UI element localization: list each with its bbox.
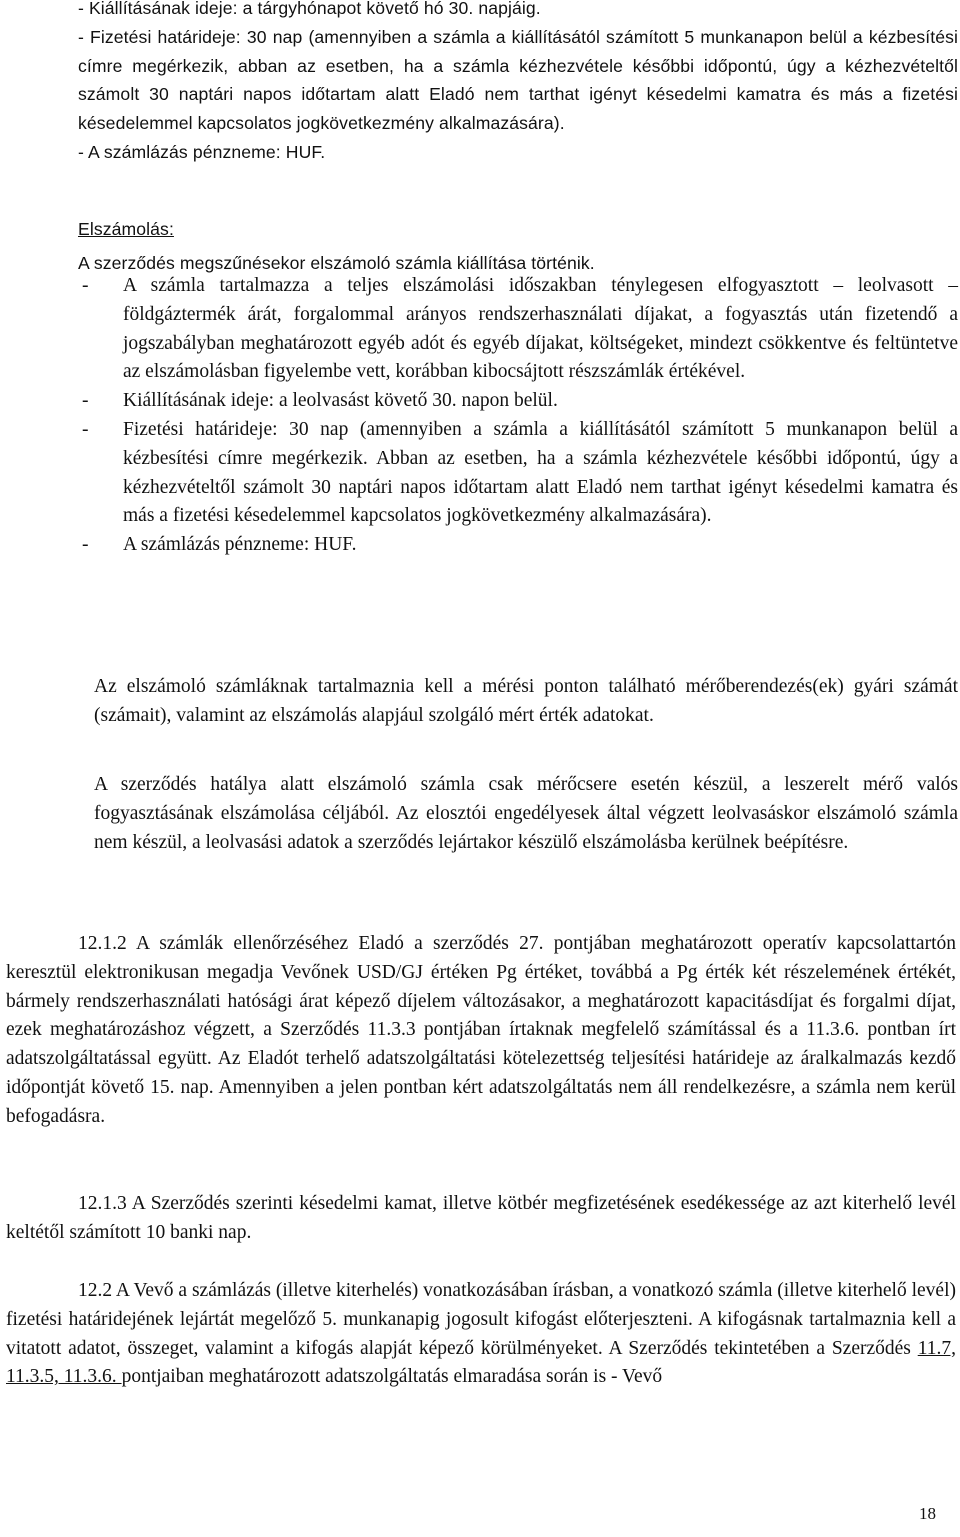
list-item: [78, 272, 958, 387]
payment-deadline-paragraph: - Fizetési határideje: 30 nap (amennyiben a számla a kiállításától számított 5 munkanapon belül a kézbesítési címre megérkezik, abban az esetben, ha a számla kézhezvétele későbbi időpontú, úgy a kézhezvételtől számolt 30 naptári napos időtartam alatt Eladó nem tarthat igényt késedelmi kamatra és más a fizetési késedelemmel kapcsolatos jogkövetkezmény alkalmazására).: [78, 26, 958, 134]
dash-bullet: -: [82, 418, 89, 440]
list-item-text: Fizetési határideje: 30 nap (amennyiben a számla a kiállításától számított 5 munkanapon belül a kézbesítési címre megérkezik. Abban az esetben, ha a számla kézhezvétele későbbi időpontú, úgy a kézhezvételtől számolt 30 naptári napos időtartam alatt Eladó nem tarthat igényt késedelmi kamatra és más a fizetési késedelemmel kapcsolatos jogkövetkezmény alkalmazására).: [123, 418, 958, 527]
settlement-intro: A szerződés megszűnésekor elszámoló számla kiállítása történik.: [78, 253, 595, 273]
validity-paragraph-block: [94, 771, 958, 857]
list-item: [78, 531, 958, 560]
list-item-text: Kiállításának ideje: a leolvasást követő 30. napon belül.: [123, 390, 558, 412]
dash-bullet: -: [82, 275, 89, 296]
settlement-heading: Elszámolás:: [78, 219, 174, 239]
list-item-text: A számlázás pénzneme: HUF.: [123, 534, 357, 556]
currency-line: - A számlázás pénzneme: HUF.: [78, 141, 326, 162]
dash-bullet: -: [82, 534, 89, 556]
section-12-1-2-text: 12.1.2 A számlák ellenőrzéséhez Eladó a szerződés 27. pontjában meghatározott operatív kapcsolattartón keresztül elektronikusan megadja Vevőnek USD/GJ értéken Pg értéket, továbbá a Pg érték két részelemének értékét, bármely rendszerhasználati hatósági árat képező díjelem változásakor, a meghatározott kapacitásdíjat és forgalmi díjat, ezek meghatározáshoz végzett, a Szerződés 11.3.3 pontjában írtaknak megfelelő számítással és a 11.3.6. pontban írt adatszolgáltatással együtt. Az Eladót terhelő adatszolgáltatási kötelezettség teljesítési határideje az áralkalmazás kezdő időpontját követő 15. nap. Amennyiben a jelen pontban kért adatszolgáltatás nem áll rendelkezésre, a számla nem kerül befogadásra.: [6, 933, 956, 1127]
validity-paragraph: A szerződés hatálya alatt elszámoló számla csak mérőcsere esetén készül, a leszerelt mérő valós fogyasztásának elszámolása céljából. Az elosztói engedélyesek által végzett leolvasáskor elszámoló számla nem készül, a leolvasási adatok a szerződés lejártakor készülő elszámolásba kerülnek beépítésre.: [94, 774, 958, 853]
section-12-1-3: [6, 1190, 956, 1248]
section-12-2-text: [6, 1277, 956, 1392]
list-item: [78, 387, 958, 416]
meter-paragraph: Az elszámoló számláknak tartalmaznia kell a mérési ponton található mérőberendezés(ek) gyári számát (számait), valamint az elszámolás alapjául szolgáló mért érték adatokat.: [94, 676, 958, 726]
meter-paragraph-block: [94, 673, 958, 731]
settlement-heading-block: [78, 215, 958, 244]
section-references: 11.7, 11.3.5, 11.3.6.: [6, 1337, 956, 1388]
section-12-2-tail: pontjaiban meghatározott adatszolgáltatás elmaradása során is - Vevő: [121, 1366, 663, 1388]
dash-bullet: -: [82, 390, 89, 412]
section-12-2-main: 12.2 A Vevő a számlázás (illetve kiterhelés) vonatkozásában írásban, a vonatkozó számla (illetve kiterhelő levél) fizetési határidejének lejártát megelőző 5. munkanapig jogosult kifogást előterjeszteni. A kifogásnak tartalmaznia kell a vitatott adatot, összeget, valamint a kifogás alapját képező körülményeket. A Szerződés tekintetében a Szerződés: [6, 1280, 956, 1359]
section-12-1-2: [6, 930, 956, 1132]
issue-date-line: - Kiállításának ideje: a tárgyhónapot követő hó 30. napjáig.: [78, 0, 541, 18]
list-item: [78, 416, 958, 531]
list-item-text: A számla tartalmazza a teljes elszámolási időszakban ténylegesen elfogyasztott – leolvasott – földgáztermék árát, forgalommal arányos rendszerhasználati díjakat, a fogyasztás után fizetendő a jogszabályban meghatározott egyéb adót és egyéb díjakat, költségeket, mindezt csökkentve és feltüntetve az elszámolásban figyelembe vett, korábban kibocsájtott részszámlák értékével.: [123, 275, 958, 383]
page-number: 18: [919, 1504, 936, 1523]
section-12-2: [6, 1277, 956, 1392]
settlement-dash-list: [78, 272, 958, 560]
section-12-1-3-text: 12.1.3 A Szerződés szerinti késedelmi kamat, illetve kötbér megfizetésének esedékessége az azt kiterhelő levél keltétől számított 10 banki nap.: [6, 1193, 956, 1243]
payment-terms-top: [78, 0, 958, 167]
